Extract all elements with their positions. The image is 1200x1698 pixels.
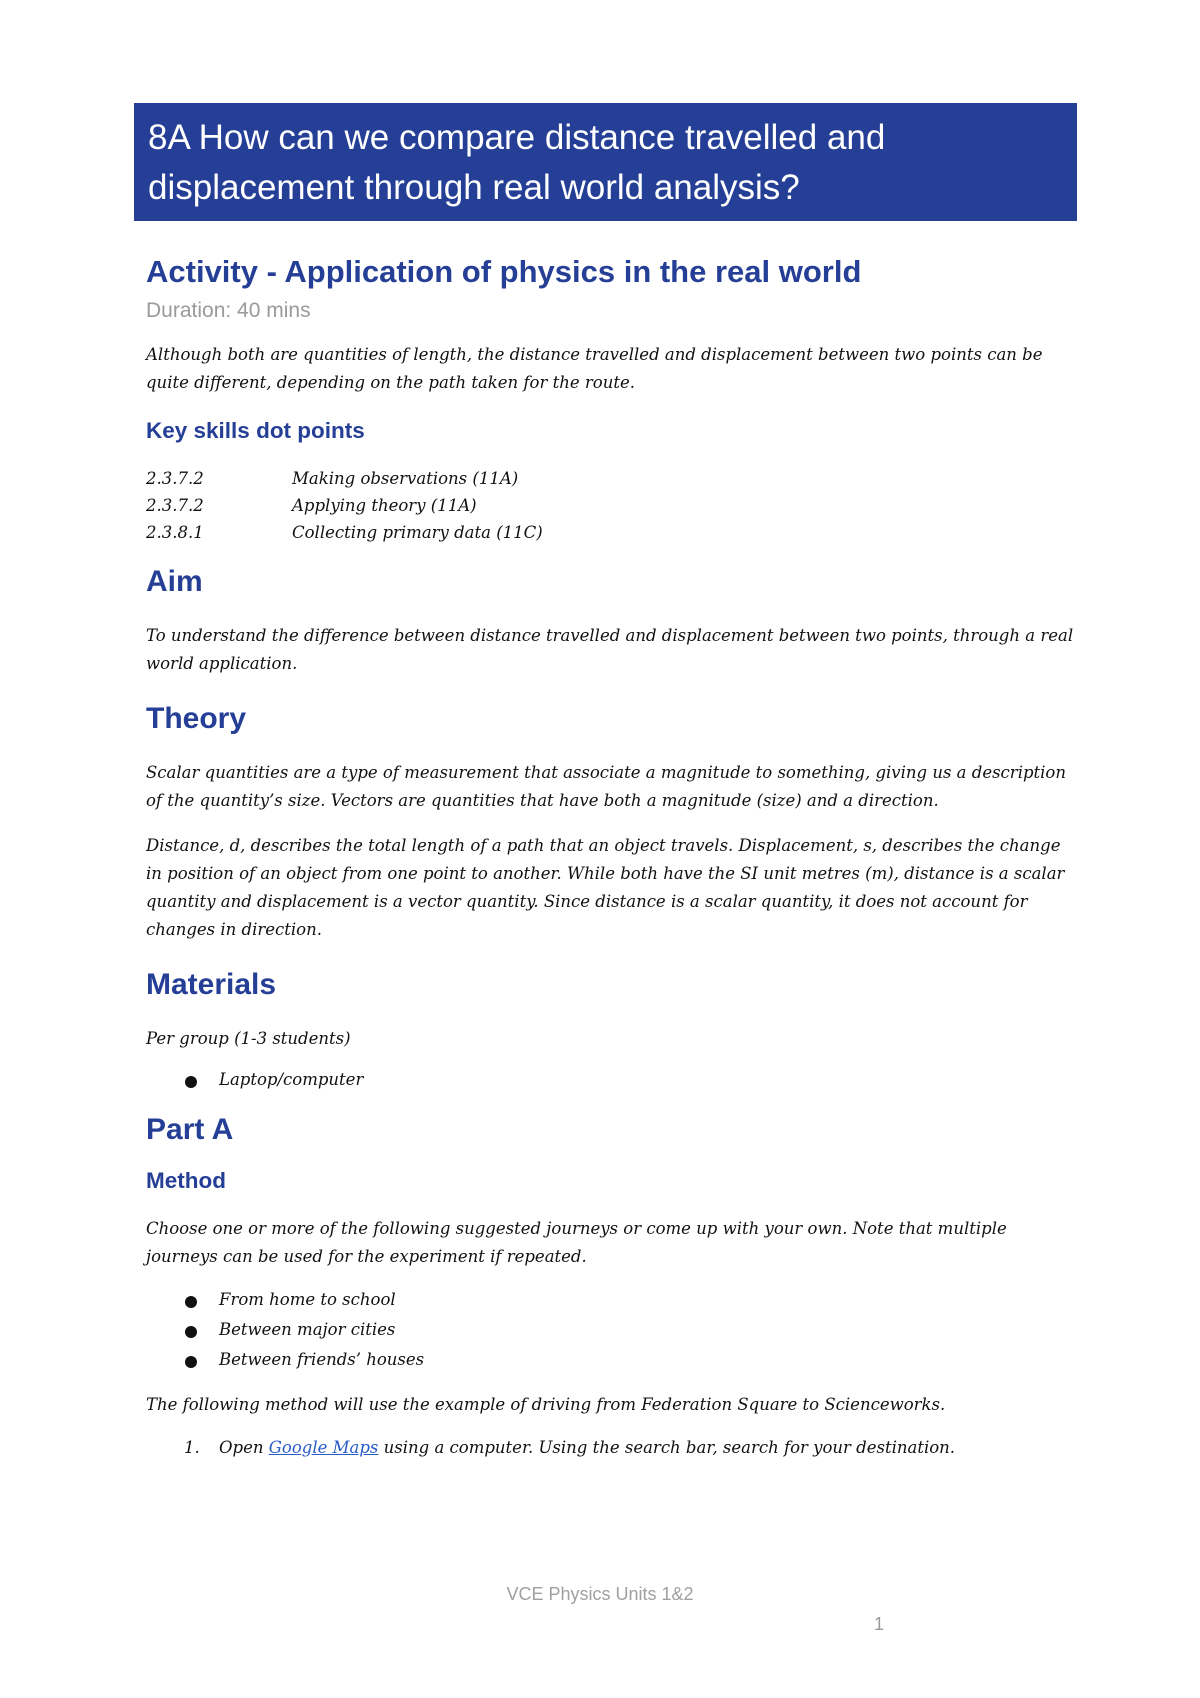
key-skill-row [146,519,1076,546]
journeys-list [146,1285,1076,1375]
activity-title: Activity - Application of physics in the real world [146,254,862,289]
step-prefix: Open [219,1438,269,1457]
key-skill-code: 2.3.8.1 [146,523,204,542]
materials-heading: Materials [146,968,277,1001]
part-a-heading: Part A [146,1113,234,1146]
page-title: 8A How can we compare distance travelled and displacement through real world analysis? [148,118,886,207]
materials-list [146,1065,1076,1095]
bullet-icon [185,1296,197,1308]
list-item [146,1345,1076,1375]
page-number: 1 [874,1614,885,1634]
activity-intro: Although both are quantities of length, the distance travelled and displacement between two points can be quite different, depending on the path taken for the route. [146,345,1043,392]
step-number: 1. [184,1438,200,1457]
step-suffix: using a computer. Using the search bar, search for your destination. [378,1438,956,1457]
method-heading: Method [146,1168,226,1193]
journey-item: Between friends’ houses [219,1350,425,1369]
key-skill-code: 2.3.7.2 [146,496,204,515]
list-item [146,1285,1076,1315]
list-item [146,1065,1076,1095]
key-skills-list [146,465,1076,546]
bullet-icon [185,1076,197,1088]
key-skill-label: Applying theory (11A) [292,496,477,515]
footer-text: VCE Physics Units 1&2 [506,1584,694,1604]
method-step [146,1433,1076,1463]
bullet-icon [185,1326,197,1338]
materials-group-note: Per group (1-3 students) [146,1029,351,1048]
theory-paragraph: Scalar quantities are a type of measurement that associate a magnitude to something, giving us a description of the quantity’s size. Vectors are quantities that have both a magnitude (size) and a direction. [146,763,1066,810]
bullet-icon [185,1356,197,1368]
method-intro: Choose one or more of the following suggested journeys or come up with your own. Note that multiple journeys can be used for the experiment if repeated. [146,1219,1007,1266]
aim-heading: Aim [146,565,203,598]
aim-text: To understand the difference between distance travelled and displacement between two points, through a real world application. [146,626,1074,673]
page-title-banner [134,103,1077,221]
list-item [146,1315,1076,1345]
key-skill-label: Making observations (11A) [292,469,519,488]
google-maps-link[interactable]: Google Maps [268,1438,379,1457]
key-skill-label: Collecting primary data (11C) [292,523,543,542]
document-body [146,250,1076,1463]
activity-duration: Duration: 40 mins [146,299,311,322]
method-steps [146,1433,1076,1463]
key-skills-heading: Key skills dot points [146,418,365,443]
theory-heading: Theory [146,702,247,735]
material-item: Laptop/computer [219,1070,364,1089]
key-skill-row [146,465,1076,492]
journey-item: From home to school [219,1290,396,1309]
theory-paragraph: Distance, d, describes the total length of a path that an object travels. Displacement, s, describes the change in position of an object from one point to another. While both have the SI unit metres (m), distance is a scalar quantity and displacement is a vector quantity. Since distance is a scalar quantity, it does not account for changes in direction. [146,836,1065,939]
key-skill-code: 2.3.7.2 [146,469,204,488]
key-skill-row [146,492,1076,519]
journey-item: Between major cities [219,1320,396,1339]
example-note: The following method will use the example of driving from Federation Square to Scienceworks. [146,1395,946,1414]
